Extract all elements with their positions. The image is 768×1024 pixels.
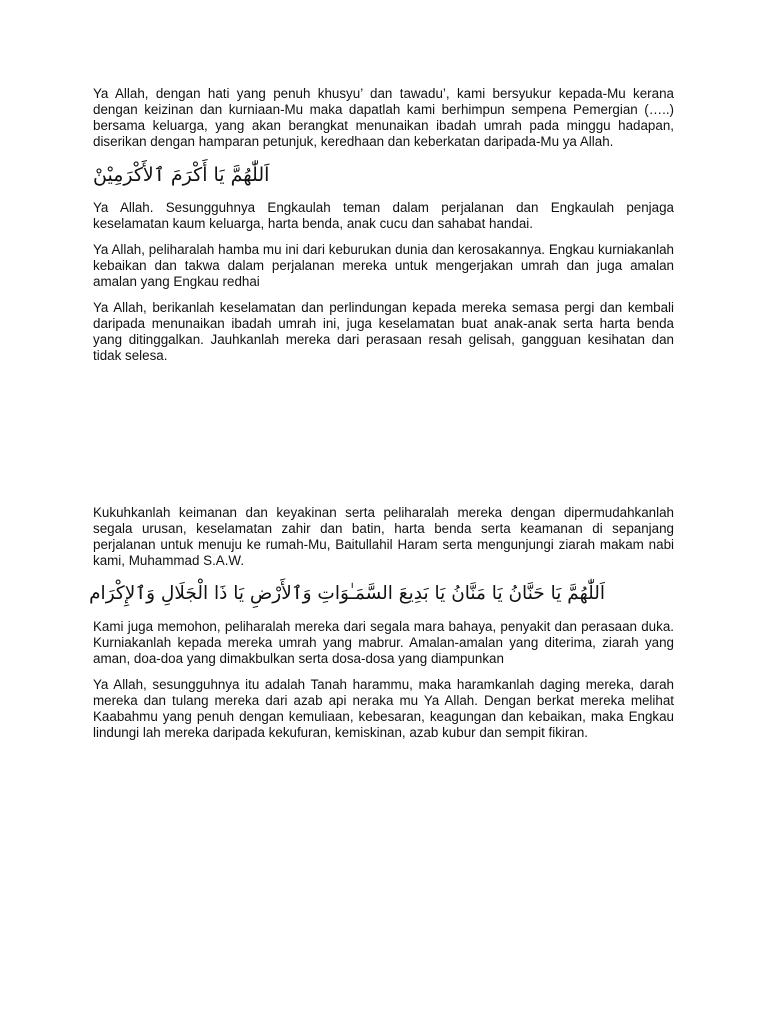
paragraph-protection-from-harm: Ya Allah, peliharalah hamba mu ini dari keburukan dunia dan kerosakannya. Engkau kurniakanlah kebaikan dan takwa dalam perjalanan mereka untuk mengerjakan umrah dan juga amalan amalan yang Engkau redhai: [93, 242, 674, 289]
paragraph-safety-journey: Ya Allah, berikanlah keselamatan dan perlindungan kepada mereka semasa pergi dan kembali daripada menunaikan ibadah umrah ini, juga keselamatan buat anak-anak serta harta benda yang ditinggalkan. Jauhkanlah mereka dari perasaan resah gelisah, gangguan kesihatan dan tidak selesa.: [93, 300, 674, 363]
paragraph-travel-companion: Ya Allah. Sesungguhnya Engkaulah teman dalam perjalanan dan Engkaulah penjaga keselamatan kaum keluarga, harta benda, anak cucu dan sahabat handai.: [93, 200, 674, 231]
paragraph-mabrur-umrah: Kami juga memohon, peliharalah mereka dari segala mara bahaya, penyakit dan perasaan duka. Kurniakanlah kepada mereka umrah yang mabrur. Amalan-amalan yang diterima, ziarah yang aman, doa-doa yang dimakbulkan serta dosa-dosa yang diampunkan: [93, 619, 674, 666]
paragraph-opening-gratitude: Ya Allah, dengan hati yang penuh khusyu’ dan tawadu’, kami bersyukur kepada-Mu kerana dengan keizinan dan kurniaan-Mu maka dapatlah kami berhimpun sempena Pemergian (…..) bersama keluarga, yang akan berangkat menunaikan ibadah umrah pada minggu hadapan, diserikan dengan hamparan petunjuk, keredhaan dan keberkatan daripada-Mu ya Allah.: [93, 86, 674, 149]
document-body: [89, 86, 674, 751]
paragraph-holy-land: Ya Allah, sesungguhnya itu adalah Tanah harammu, maka haramkanlah daging mereka, darah mereka dan tulang mereka dari azab api neraka mu Ya Allah. Dengan berkat mereka melihat Kaabahmu yang penuh dengan kemuliaan, kebesaran, keagungan dan kebaikan, maka Engkau lindungi lah mereka daripada kekufuran, kemiskinan, azab kubur dan sempit fikiran.: [93, 677, 674, 740]
page-gap: [93, 374, 674, 505]
paragraph-strengthen-faith: Kukuhkanlah keimanan dan keyakinan serta peliharalah mereka dengan dipermudahkanlah segala urusan, keselamatan zahir dan batin, harta benda serta keamanan di sepanjang perjalanan untuk menuju ke rumah-Mu, Baitullahil Haram serta mengunjungi ziarah makam nabi kami, Muhammad S.A.W.: [93, 505, 674, 568]
arabic-invocation-1: اَللّٰهُمَّ يَا أَكْرَمَ ٱلأَكْرَمِيْنْ: [93, 164, 270, 186]
arabic-invocation-2: اَللّٰهُمَّ يَا حَنَّانُ يَا مَنَّانُ يَا بَدِيعَ السَّمَـٰوَاتِ وَٱلأَرْضِ يَا ذَا الْجَلَالِ وَٱلإِكْرَام: [89, 583, 605, 604]
